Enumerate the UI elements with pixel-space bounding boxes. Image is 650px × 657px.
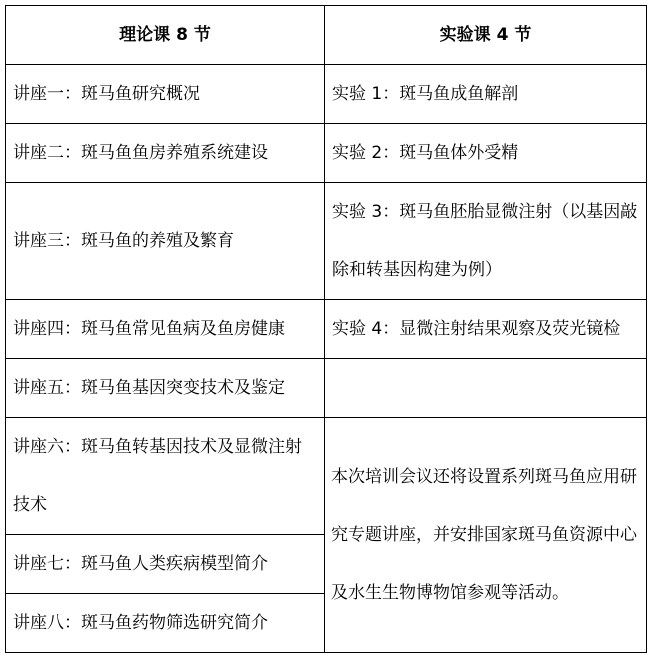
course-schedule-table xyxy=(5,5,647,653)
lab-experiment-1: 实验 1：斑马鱼成鱼解剖 xyxy=(325,65,647,124)
table-row xyxy=(6,124,647,183)
theory-lecture-8: 讲座八：斑马鱼药物筛选研究简介 xyxy=(6,594,325,653)
theory-lecture-2: 讲座二：斑马鱼鱼房养殖系统建设 xyxy=(6,124,325,183)
theory-lecture-6: 讲座六：斑马鱼转基因技术及显微注射技术 xyxy=(6,418,325,535)
theory-lecture-7: 讲座七：斑马鱼人类疾病模型简介 xyxy=(6,535,325,594)
lab-experiment-2: 实验 2：斑马鱼体外受精 xyxy=(325,124,647,183)
table-row xyxy=(6,359,647,418)
lab-header: 实验课 4 节 xyxy=(325,6,647,65)
theory-lecture-3: 讲座三：斑马鱼的养殖及繁育 xyxy=(6,183,325,300)
theory-lecture-1: 讲座一：斑马鱼研究概况 xyxy=(6,65,325,124)
header-row xyxy=(6,6,647,65)
lab-experiment-4: 实验 4：显微注射结果观察及荧光镜检 xyxy=(325,300,647,359)
table-row xyxy=(6,183,647,300)
table-row xyxy=(6,418,647,535)
theory-lecture-4: 讲座四：斑马鱼常见鱼病及鱼房健康 xyxy=(6,300,325,359)
table-row xyxy=(6,65,647,124)
empty-cell xyxy=(325,359,647,418)
theory-header: 理论课 8 节 xyxy=(6,6,325,65)
theory-lecture-5: 讲座五：斑马鱼基因突变技术及鉴定 xyxy=(6,359,325,418)
lab-experiment-3: 实验 3：斑马鱼胚胎显微注射（以基因敲除和转基因构建为例） xyxy=(325,183,647,300)
activities-note: 本次培训会议还将设置系列斑马鱼应用研究专题讲座，并安排国家斑马鱼资源中心及水生生物博物馆参观等活动。 xyxy=(325,418,647,653)
table-row xyxy=(6,300,647,359)
